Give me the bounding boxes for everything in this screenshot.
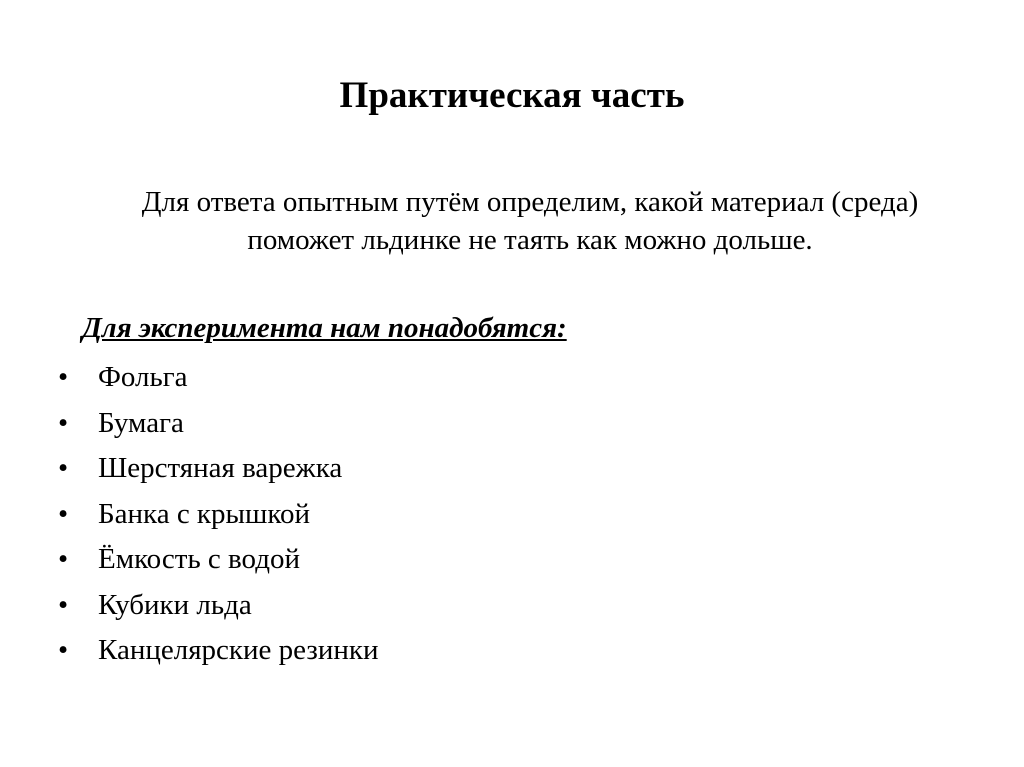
list-item — [58, 583, 378, 629]
bullet-icon: • — [58, 452, 69, 485]
item-label: Фольга — [98, 361, 188, 394]
list-item — [58, 401, 378, 447]
bullet-icon: • — [58, 588, 69, 621]
bullet-icon: • — [58, 634, 69, 667]
slide-title: Практическая часть — [339, 75, 685, 116]
intro-text: Для ответа опытным путём определим, какой материал (среда) поможет льдинке не таять как можно дольше. — [141, 186, 919, 256]
item-label: Шерстяная варежка — [98, 452, 343, 485]
materials-list — [58, 355, 378, 674]
bullet-icon: • — [58, 406, 69, 439]
list-item — [58, 537, 378, 583]
bullet-icon: • — [58, 543, 69, 576]
bullet-icon: • — [58, 361, 69, 394]
list-item — [58, 492, 378, 538]
list-item — [58, 628, 378, 674]
item-label: Канцелярские резинки — [98, 634, 379, 667]
item-label: Бумага — [98, 406, 184, 439]
item-label: Банка с крышкой — [98, 497, 310, 530]
list-item — [58, 446, 378, 492]
item-label: Ёмкость с водой — [98, 543, 300, 576]
bullet-icon: • — [58, 497, 69, 530]
list-item — [58, 355, 378, 401]
materials-heading: Для эксперимента нам понадобятся: — [82, 312, 567, 344]
item-label: Кубики льда — [98, 588, 252, 621]
